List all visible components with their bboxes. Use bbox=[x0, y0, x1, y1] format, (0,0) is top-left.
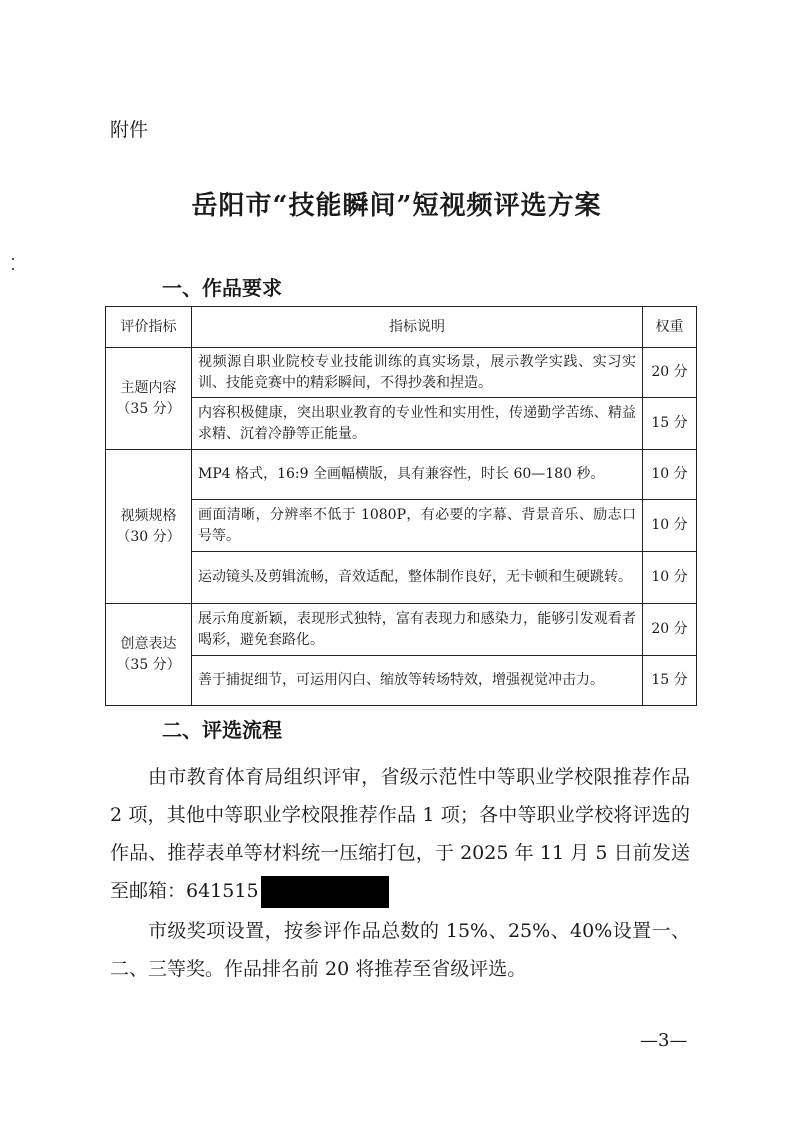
indicator-description: 画面清晰，分辨率不低于 1080P，有必要的字幕、背景音乐、励志口号等。 bbox=[192, 500, 643, 552]
scan-mark bbox=[12, 268, 14, 270]
indicator-description: 善于捕捉细节，可运用闪白、缩放等转场特效，增强视觉冲击力。 bbox=[192, 656, 643, 706]
page-number: —3— bbox=[640, 1030, 688, 1051]
category-name: 创意表达 bbox=[120, 635, 177, 652]
category-score: （35 分） bbox=[116, 656, 181, 673]
awards-paragraph: 市级奖项设置，按参评作品总数的 15%、25%、40%设置一、二、三等奖。作品排名前 20 将推荐至省级评选。 bbox=[110, 920, 690, 980]
indicator-weight: 15 分 bbox=[643, 398, 697, 450]
header-description: 指标说明 bbox=[192, 307, 643, 348]
evaluation-table bbox=[105, 306, 697, 706]
category-cell bbox=[106, 604, 192, 706]
indicator-description: 内容积极健康，突出职业教育的专业性和实用性，传递勤学苦练、精益求精、沉着冷静等正能量。 bbox=[192, 398, 643, 450]
category-name: 视频规格 bbox=[120, 507, 177, 524]
indicator-weight: 20 分 bbox=[643, 604, 697, 656]
table-row bbox=[106, 552, 697, 604]
indicator-description: 运动镜头及剪辑流畅，音效适配，整体制作良好，无卡顿和生硬跳转。 bbox=[192, 552, 643, 604]
indicator-weight: 10 分 bbox=[643, 500, 697, 552]
table-row bbox=[106, 450, 697, 500]
category-score: （35 分） bbox=[116, 400, 181, 417]
process-text: 由市教育体育局组织评审，省级示范性中等职业学校限推荐作品 2 项，其他中等职业学校限推荐作品 1 项；各中等职业学校将评选的作品、推荐表单等材料统一压缩打包，于 2025 年 11 月 5 日前发送至邮箱：641515 bbox=[110, 766, 690, 902]
category-cell bbox=[106, 348, 192, 450]
indicator-description: MP4 格式，16:9 全画幅横版，具有兼容性，时长 60—180 秒。 bbox=[192, 450, 643, 500]
process-paragraph bbox=[110, 758, 690, 910]
table-header-row bbox=[106, 307, 697, 348]
section-heading-process: 二、评选流程 bbox=[162, 718, 282, 742]
category-name: 主题内容 bbox=[120, 379, 177, 396]
scan-mark bbox=[12, 258, 14, 260]
indicator-weight: 10 分 bbox=[643, 450, 697, 500]
table-row bbox=[106, 348, 697, 398]
indicator-weight: 10 分 bbox=[643, 552, 697, 604]
indicator-description: 展示角度新颖，表现形式独特，富有表现力和感染力，能够引发观看者喝彩，避免套路化。 bbox=[192, 604, 643, 656]
table-row bbox=[106, 604, 697, 656]
table-row bbox=[106, 398, 697, 450]
redaction-block bbox=[261, 876, 389, 908]
category-score: （30 分） bbox=[116, 528, 181, 545]
indicator-description: 视频源自职业院校专业技能训练的真实场景，展示教学实践、实习实训、技能竞赛中的精彩瞬间，不得抄袭和捏造。 bbox=[192, 348, 643, 398]
category-cell bbox=[106, 450, 192, 604]
header-weight: 权重 bbox=[643, 307, 697, 348]
table-row bbox=[106, 656, 697, 706]
indicator-weight: 20 分 bbox=[643, 348, 697, 398]
indicator-weight: 15 分 bbox=[643, 656, 697, 706]
header-indicator: 评价指标 bbox=[106, 307, 192, 348]
table-row bbox=[106, 500, 697, 552]
section-heading-requirements: 一、作品要求 bbox=[162, 276, 282, 300]
attachment-label: 附件 bbox=[110, 119, 149, 141]
document-title: 岳阳市“技能瞬间”短视频评选方案 bbox=[191, 191, 602, 221]
